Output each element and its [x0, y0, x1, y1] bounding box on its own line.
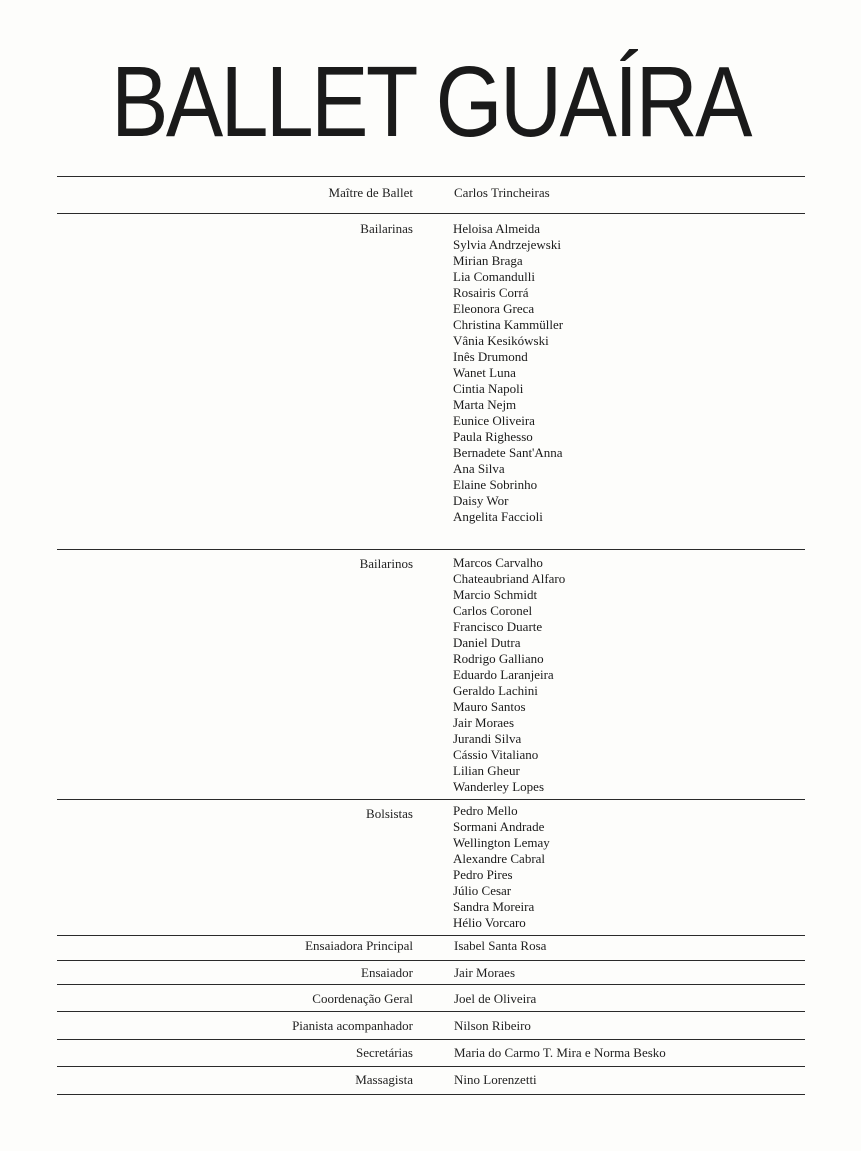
list-item: Jurandi Silva [453, 731, 522, 746]
list-item: Daisy Wor [453, 493, 509, 508]
list-item: Eleonora Greca [453, 301, 535, 316]
list-item: Pedro Mello [453, 803, 518, 818]
divider [57, 1094, 805, 1095]
list-item: Ana Silva [453, 461, 505, 476]
list-item: Inês Drumond [453, 349, 528, 364]
list-item: Wanet Luna [453, 365, 516, 380]
list-item: Eunice Oliveira [453, 413, 535, 428]
staff-label: Ensaiador [361, 965, 413, 980]
staff-label: Secretárias [355, 1045, 413, 1060]
maitre-value: Carlos Trincheiras [454, 185, 550, 200]
bailarinas-label: Bailarinas [360, 221, 413, 236]
divider [57, 960, 805, 961]
list-item: Sylvia Andrzejewski [453, 237, 561, 252]
list-item: Angelita Faccioli [453, 509, 543, 524]
list-item: Marcos Carvalho [453, 555, 543, 570]
list-item: Christina Kammüller [453, 317, 564, 332]
divider [57, 984, 805, 985]
bailarinos-list [453, 555, 565, 795]
list-item: Sormani Andrade [453, 819, 545, 834]
bolsistas-label: Bolsistas [366, 806, 413, 821]
divider [57, 1066, 805, 1067]
divider [57, 213, 805, 214]
list-item: Cássio Vitaliano [453, 747, 539, 762]
list-item: Mirian Braga [453, 253, 523, 268]
list-item: Bernadete Sant'Anna [453, 445, 563, 460]
list-item: Cintia Napoli [453, 381, 524, 396]
list-item: Chateaubriand Alfaro [453, 571, 566, 586]
list-item: Paula Righesso [453, 429, 533, 444]
staff-value: Isabel Santa Rosa [454, 938, 547, 953]
list-item: Heloisa Almeida [453, 221, 541, 236]
divider [57, 176, 805, 177]
divider [57, 1011, 805, 1012]
staff-label: Ensaiadora Principal [305, 938, 413, 953]
staff-value: Jair Moraes [454, 965, 516, 980]
bailarinas-list [453, 221, 563, 525]
list-item: Pedro Pires [453, 867, 513, 882]
staff-value: Nilson Ribeiro [454, 1018, 531, 1033]
staff-label: Pianista acompanhador [292, 1018, 413, 1033]
list-item: Rosairis Corrá [453, 285, 529, 300]
list-item: Hélio Vorcaro [453, 915, 526, 930]
list-item: Lia Comandulli [453, 269, 535, 284]
list-item: Daniel Dutra [453, 635, 521, 650]
list-item: Sandra Moreira [453, 899, 535, 914]
list-item: Vânia Kesikówski [453, 333, 549, 348]
staff-value: Maria do Carmo T. Mira e Norma Besko [454, 1045, 666, 1060]
maitre-label: Maître de Ballet [328, 185, 413, 200]
list-item: Alexandre Cabral [453, 851, 546, 866]
divider [57, 799, 805, 800]
list-item: Elaine Sobrinho [453, 477, 538, 492]
staff-label: Coordenação Geral [312, 991, 413, 1006]
bailarinos-label: Bailarinos [359, 556, 413, 571]
divider [57, 1039, 805, 1040]
list-item: Lilian Gheur [453, 763, 520, 778]
staff-value: Nino Lorenzetti [454, 1072, 537, 1087]
staff-label: Massagista [355, 1072, 413, 1087]
divider [57, 549, 805, 550]
divider [57, 935, 805, 936]
bolsistas-list [453, 803, 550, 931]
list-item: Marcio Schmidt [453, 587, 538, 602]
list-item: Carlos Coronel [453, 603, 533, 618]
page-title: BALLET GUAÍRA [111, 46, 750, 158]
list-item: Geraldo Lachini [453, 683, 538, 698]
staff-value: Joel de Oliveira [454, 991, 537, 1006]
list-item: Wanderley Lopes [453, 779, 544, 794]
list-item: Francisco Duarte [453, 619, 543, 634]
list-item: Jair Moraes [453, 715, 515, 730]
list-item: Eduardo Laranjeira [453, 667, 554, 682]
list-item: Júlio Cesar [453, 883, 512, 898]
list-item: Rodrigo Galliano [453, 651, 544, 666]
list-item: Wellington Lemay [453, 835, 550, 850]
list-item: Mauro Santos [453, 699, 526, 714]
list-item: Marta Nejm [453, 397, 517, 412]
